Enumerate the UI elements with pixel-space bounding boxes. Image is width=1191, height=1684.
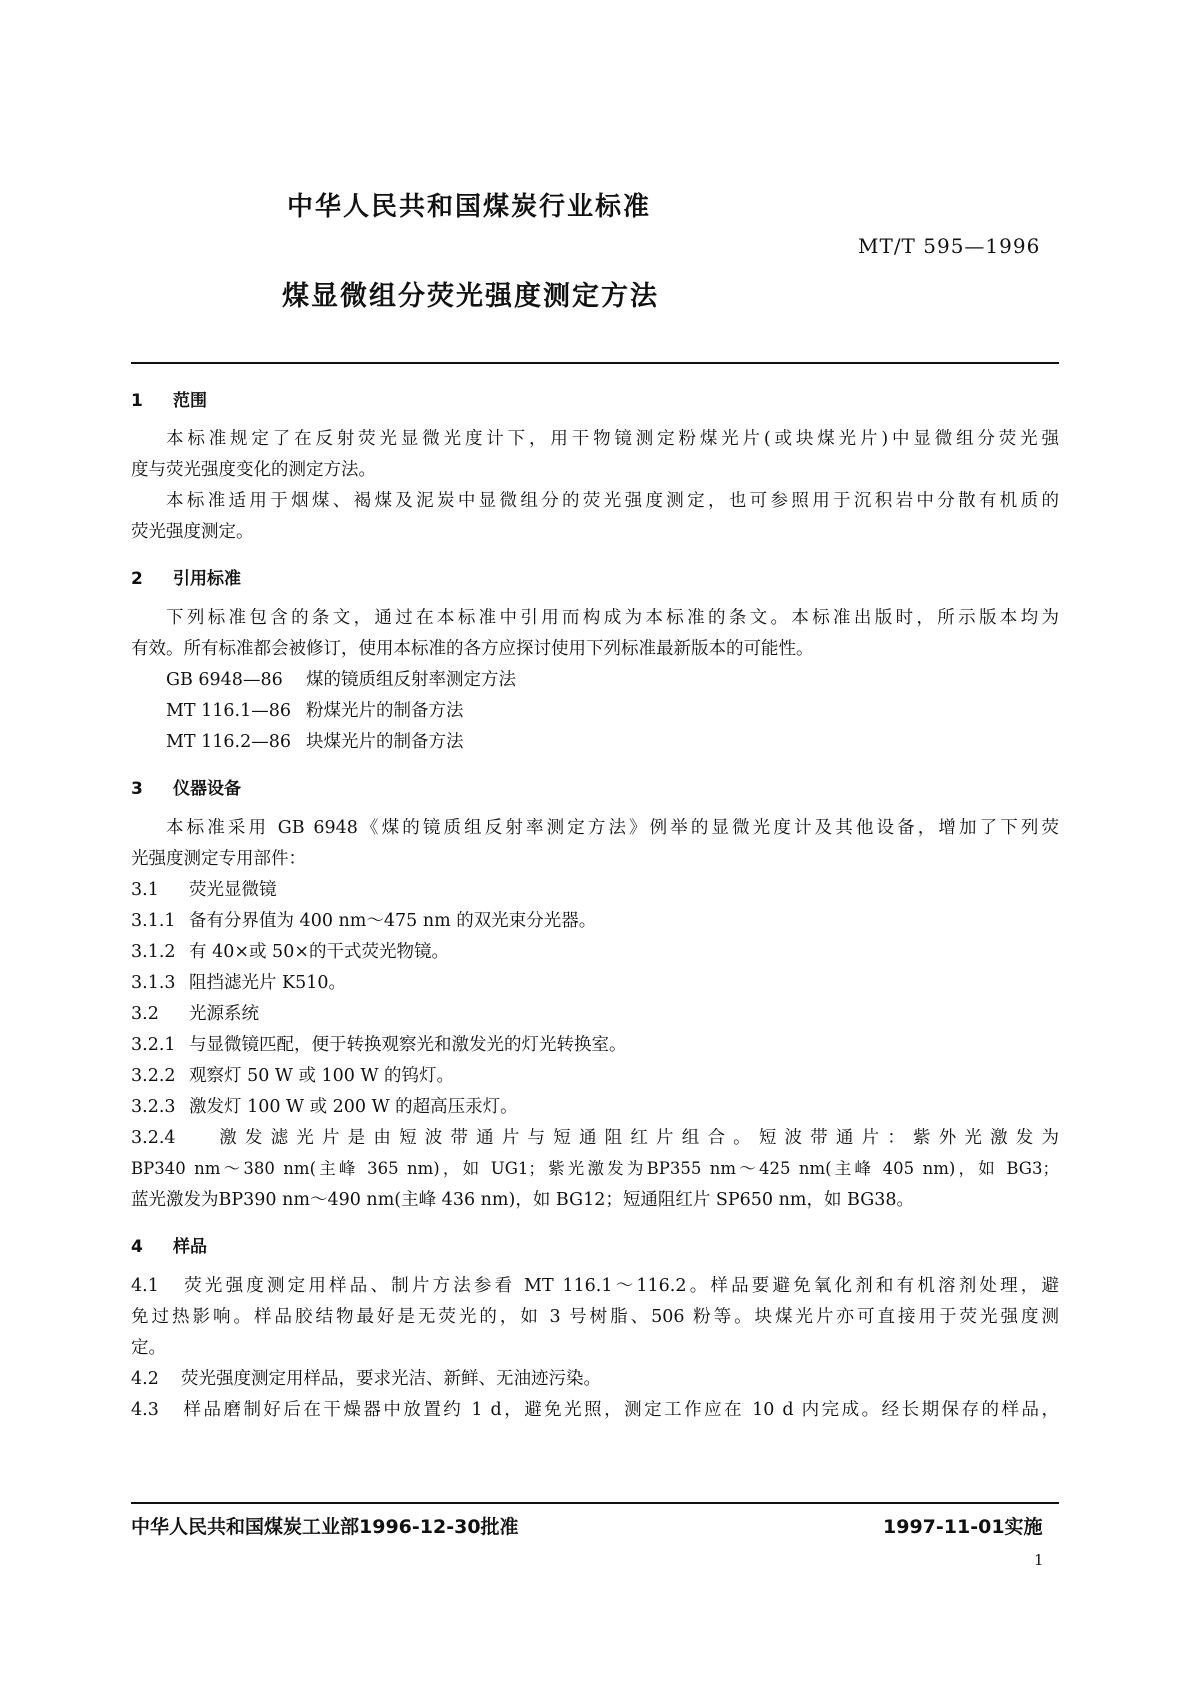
section-heading-2: 2 引用标准 [131,569,241,589]
paragraph-line: 本标准采用 GB 6948《煤的镜质组反射率测定方法》例举的显微光度计及其他设备，增加了下列荧 [166,818,1059,838]
paragraph-line: 蓝光激发为BP390 nm～490 nm(主峰 436 nm)，如 BG12；短通阻红片 SP650 nm，如 BG38。 [131,1190,914,1210]
page-number: 1 [1034,1551,1044,1569]
clause-item: 4.3 样品磨制好后在干燥器中放置约 1 d，避免光照，测定工作应在 10 d 内完成。经长期保存的样品， [131,1400,1059,1420]
standard-organization: 中华人民共和国煤炭行业标准 [287,192,652,222]
paragraph-line: 荧光强度测定。 [131,522,254,542]
approval-line: 中华人民共和国煤炭工业部1996-12-30批准 [131,1516,519,1538]
clause-item: 3.1.1 备有分界值为 400 nm～475 nm 的双光束分光器。 [131,911,597,931]
paragraph-line: 免过热影响。样品胶结物最好是无荧光的，如 3 号树脂、506 粉等。块煤光片亦可直接用于荧光强度测 [131,1307,1059,1327]
effective-date: 1997-11-01实施 [883,1516,1043,1538]
paragraph-line: 本标准规定了在反射荧光显微光度计下，用干物镜测定粉煤光片(或块煤光片)中显微组分荧光强 [166,429,1059,449]
reference-item: MT 116.2—86 块煤光片的制备方法 [166,732,464,752]
paragraph-line: 下列标准包含的条文，通过在本标准中引用而构成为本标准的条文。本标准出版时，所示版本均为 [166,608,1059,628]
paragraph-line: 光强度测定专用部件： [131,849,306,869]
section-heading-1: 1 范围 [131,391,207,411]
reference-item: MT 116.1—86 粉煤光片的制备方法 [166,701,464,721]
paragraph-line: 度与荧光强度变化的测定方法。 [131,460,376,480]
clause-item: 3.1.3 阻挡滤光片 K510。 [131,973,347,993]
clause-item: 3.1.2 有 40×或 50×的干式荧光物镜。 [131,942,449,962]
standard-code: MT/T 595—1996 [858,234,1041,258]
document-title: 煤显微组分荧光强度测定方法 [282,281,659,312]
clause-item: 3.2.2 观察灯 50 W 或 100 W 的钨灯。 [131,1066,455,1086]
paragraph-line: 有效。所有标准都会被修订，使用本标准的各方应探讨使用下列标准最新版本的可能性。 [131,639,814,659]
clause-item: 4.1 荧光强度测定用样品、制片方法参看 MT 116.1～116.2。样品要避免氧化剂和有机溶剂处理，避 [131,1276,1059,1296]
paragraph-line: 本标准适用于烟煤、褐煤及泥炭中显微组分的荧光强度测定，也可参照用于沉积岩中分散有机质的 [166,491,1059,511]
section-heading-4: 4 样品 [131,1237,207,1257]
reference-item: GB 6948—86 煤的镜质组反射率测定方法 [166,670,516,690]
header-divider [131,362,1059,364]
paragraph-line: BP340 nm～380 nm(主峰 365 nm)，如 UG1；紫光激发为BP355 nm～425 nm(主峰 405 nm)，如 BG3； [131,1159,1059,1178]
section-heading-3: 3 仪器设备 [131,779,241,799]
clause-item: 4.2 荧光强度测定用样品，要求光洁、新鲜、无油迹污染。 [131,1369,601,1389]
clause-item: 3.2.4 激发滤光片是由短波带通片与短通阻红片组合。短波带通片：紫外光激发为 [131,1128,1059,1148]
clause-item: 3.2.1 与显微镜匹配，便于转换观察光和激发光的灯光转换室。 [131,1035,627,1055]
clause-item: 3.2.3 激发灯 100 W 或 200 W 的超高压汞灯。 [131,1097,518,1117]
clause-item: 3.1 荧光显微镜 [131,880,277,900]
footer-divider [131,1502,1059,1504]
clause-item: 3.2 光源系统 [131,1004,259,1024]
paragraph-line: 定。 [131,1338,166,1358]
